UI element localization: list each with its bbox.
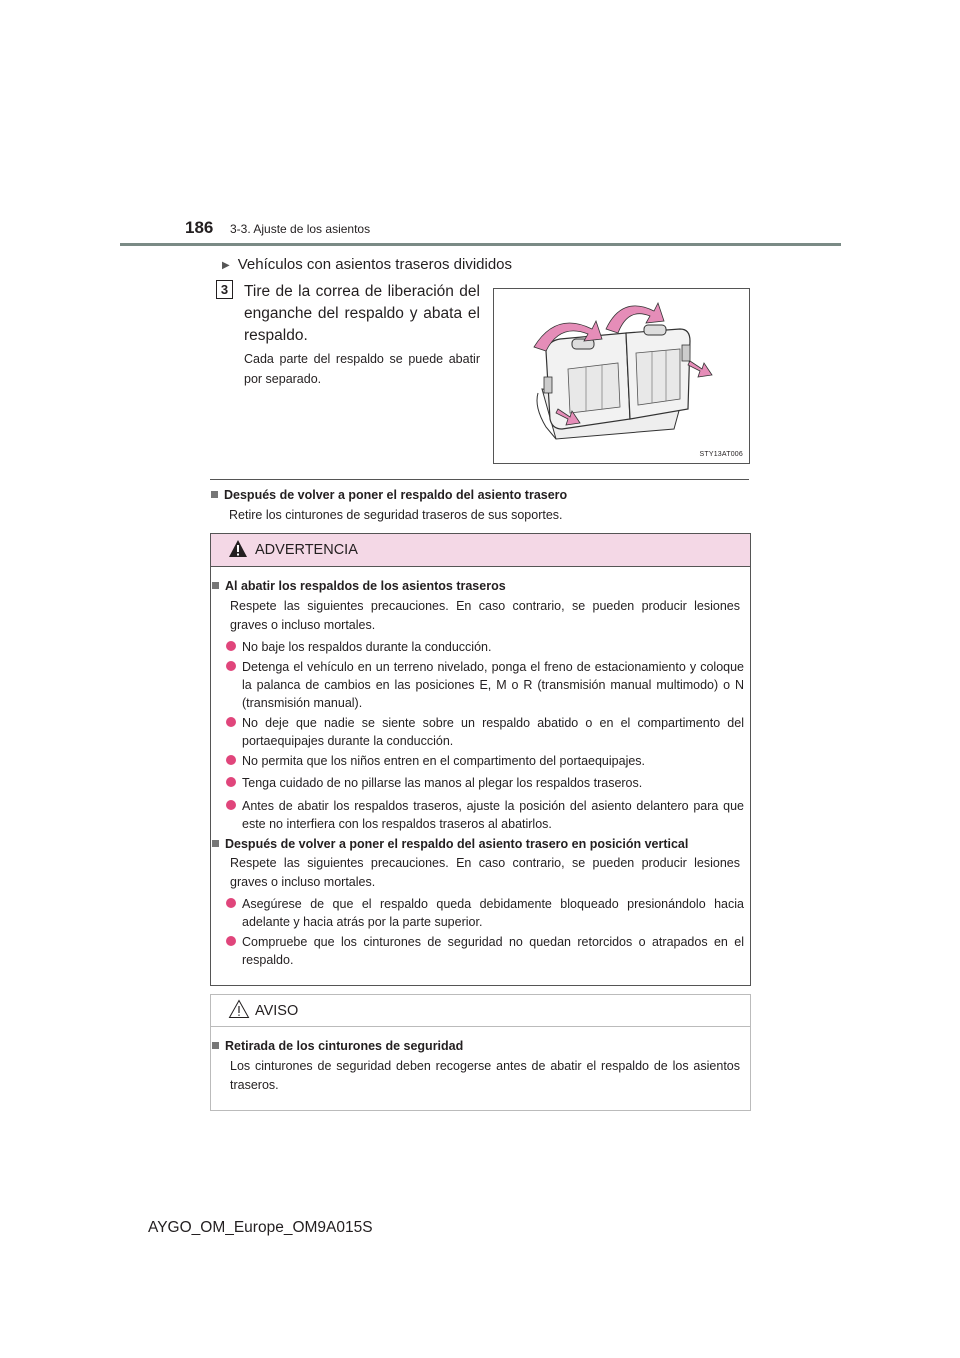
variant-label bbox=[222, 256, 512, 273]
warning-bullet-text: No deje que nadie se siente sobre un respaldo abatido o en el compartimento del portaequipajes durante la conducción. bbox=[242, 716, 744, 748]
warning-bullet-text: Antes de abatir los respaldos traseros, ajuste la posición del asiento delantero para que este no interfiera con los respaldos traseros al abatirlos. bbox=[242, 799, 744, 831]
section-title: 3-3. Ajuste de los asientos bbox=[230, 222, 371, 236]
pink-dot-icon bbox=[226, 717, 236, 727]
warning-section1-title-text: Al abatir los respaldos de los asientos traseros bbox=[225, 579, 506, 593]
split-rear-seat-drawing bbox=[494, 289, 749, 463]
pink-dot-icon bbox=[226, 661, 236, 671]
pink-dot-icon bbox=[226, 800, 236, 810]
pink-dot-icon bbox=[226, 898, 236, 908]
warning-bullet-text: Detenga el vehículo en un terreno nivelado, ponga el freno de estacionamiento y coloque la palanca de cambios en las posiciones E, M o R (transmisión manual multimodo) o N (transmisión manual). bbox=[242, 660, 744, 710]
warning-box bbox=[210, 533, 751, 986]
warning-section2-intro: Respete las siguientes precauciones. En caso contrario, se pueden producir lesiones graves o incluso mortales. bbox=[230, 856, 740, 889]
step-note: Cada parte del respaldo se puede abatir por separado. bbox=[244, 352, 480, 386]
square-bullet-icon bbox=[212, 1042, 219, 1049]
notice-header bbox=[211, 995, 750, 1027]
pink-dot-icon bbox=[226, 936, 236, 946]
notice-body: Los cinturones de seguridad deben recogerse antes de abatir el respaldo de los asientos traseros. bbox=[230, 1059, 740, 1092]
notice-label: AVISO bbox=[255, 1003, 299, 1019]
step-number: 3 bbox=[216, 280, 233, 299]
warning-section2-title bbox=[212, 835, 688, 854]
warning-section2-title-text: Después de volver a poner el respaldo del asiento trasero en posición vertical bbox=[225, 837, 689, 851]
pink-dot-icon bbox=[226, 641, 236, 651]
caution-outline-icon bbox=[228, 999, 250, 1019]
warning-header bbox=[211, 534, 750, 567]
square-bullet-icon bbox=[211, 491, 218, 498]
header-rule bbox=[120, 243, 841, 246]
warning-bullet bbox=[242, 774, 744, 792]
warning-bullet bbox=[242, 797, 744, 833]
page-number: 186 bbox=[185, 218, 214, 237]
pink-dot-icon bbox=[226, 755, 236, 765]
warning-bullet bbox=[242, 895, 744, 931]
info-title bbox=[211, 488, 567, 502]
notice-title-text: Retirada de los cinturones de seguridad bbox=[225, 1039, 464, 1053]
separator-rule bbox=[210, 479, 749, 480]
step-instruction: Tire de la correa de liberación del enganche del respaldo y abata el respaldo. bbox=[244, 283, 480, 344]
square-bullet-icon bbox=[212, 582, 219, 589]
warning-label: ADVERTENCIA bbox=[255, 542, 358, 558]
warning-bullet-text: Asegúrese de que el respaldo queda debidamente bloqueado presionándolo hacia adelante y hacia atrás por la parte superior. bbox=[242, 897, 744, 929]
seat-illustration bbox=[493, 288, 750, 464]
figure-code: STY13AT006 bbox=[699, 451, 743, 458]
warning-bullet bbox=[242, 638, 744, 656]
warning-triangle-icon bbox=[228, 539, 248, 558]
warning-bullet-text: Tenga cuidado de no pillarse las manos al plegar los respaldos traseros. bbox=[242, 776, 643, 790]
info-body: Retire los cinturones de seguridad traseros de sus soportes. bbox=[229, 508, 563, 522]
warning-bullet-text: No baje los respaldos durante la conducción. bbox=[242, 640, 492, 654]
notice-box bbox=[210, 994, 751, 1111]
info-title-text: Después de volver a poner el respaldo del asiento trasero bbox=[224, 488, 568, 502]
variant-text: Vehículos con asientos traseros divididos bbox=[237, 256, 513, 273]
document-id: AYGO_OM_Europe_OM9A015S bbox=[148, 1219, 373, 1236]
warning-section1-title bbox=[212, 577, 506, 596]
warning-bullet bbox=[242, 658, 744, 712]
warning-bullet bbox=[242, 752, 744, 770]
warning-bullet-text: No permita que los niños entren en el compartimento del portaequipajes. bbox=[242, 754, 646, 768]
warning-bullet bbox=[242, 714, 744, 750]
notice-title bbox=[212, 1037, 463, 1056]
warning-bullet bbox=[242, 933, 744, 969]
square-bullet-icon bbox=[212, 840, 219, 847]
warning-section1-intro: Respete las siguientes precauciones. En caso contrario, se pueden producir lesiones graves o incluso mortales. bbox=[230, 599, 740, 632]
triangle-bullet-icon: ▶ bbox=[222, 260, 230, 271]
pink-dot-icon bbox=[226, 777, 236, 787]
warning-bullet-text: Compruebe que los cinturones de seguridad no quedan retorcidos o atrapados en el respaldo. bbox=[242, 935, 744, 967]
